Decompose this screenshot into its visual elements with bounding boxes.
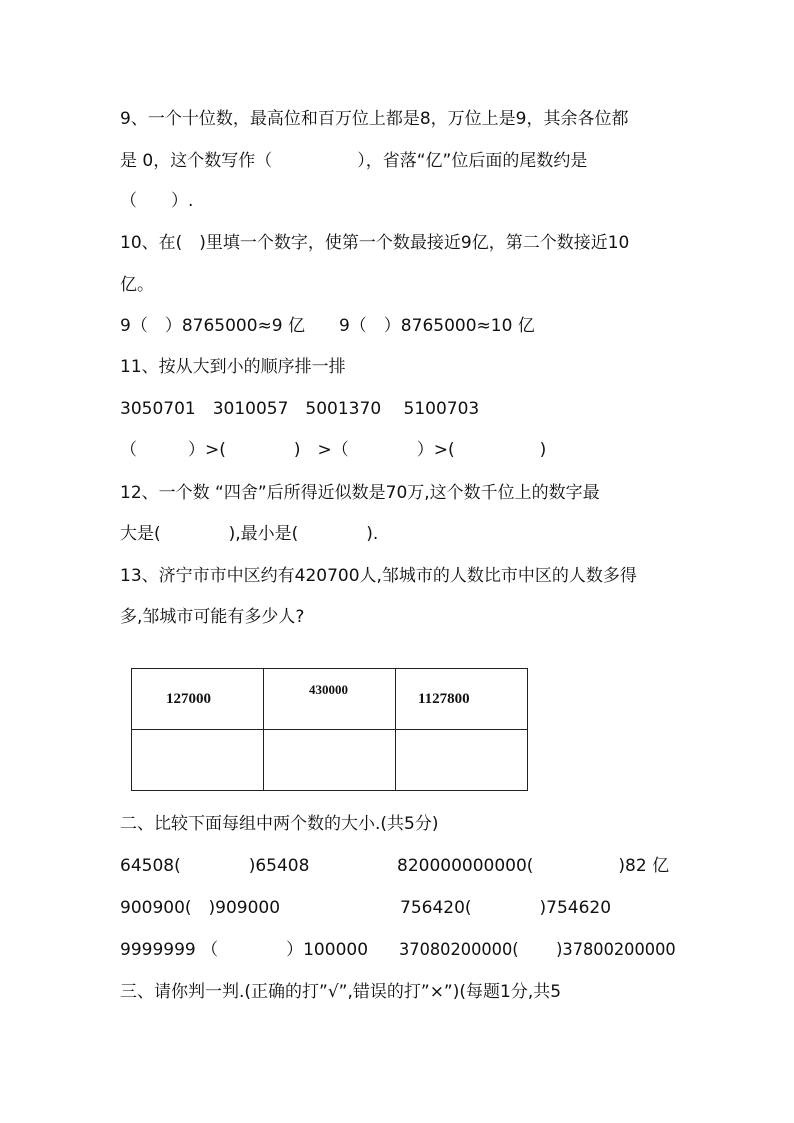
table-header-3: 1127800 bbox=[418, 690, 470, 707]
answer-table bbox=[131, 668, 528, 791]
q9-line1: 9、一个十位数，最高位和百万位上都是8，万位上是9，其余各位都 bbox=[120, 109, 629, 129]
table-cell bbox=[396, 669, 528, 730]
compare-row-1-left: 64508( )65408 bbox=[120, 856, 310, 876]
q10-line1: 10、在( )里填一个数字，使第一个数最接近9亿，第二个数接近10 bbox=[120, 233, 630, 253]
compare-row-3-right: 37080200000( )37800200000 bbox=[399, 940, 676, 960]
table-header-row bbox=[132, 669, 528, 730]
section-3-title: 三、请你判一判.(正确的打”√”,错误的打”×”)(每题1分,共5 bbox=[120, 982, 562, 1002]
q10-line2: 亿。 bbox=[120, 275, 154, 295]
q11-line3: （ ）>( ) >（ ）>( ) bbox=[120, 440, 547, 460]
table-row bbox=[132, 730, 528, 791]
q11-line2: 3050701 3010057 5001370 5100703 bbox=[120, 399, 480, 419]
table-cell bbox=[264, 669, 396, 730]
table-header-2: 430000 bbox=[309, 681, 348, 697]
q12-line1: 12、一个数 “四舍”后所得近似数是70万,这个数千位上的数字最 bbox=[120, 483, 600, 503]
compare-row-2-left: 900900( )909000 bbox=[120, 898, 281, 918]
compare-row-3-left: 9999999 （ ）100000 bbox=[120, 940, 369, 960]
table-answer-cell[interactable] bbox=[132, 730, 264, 791]
table-cell bbox=[132, 669, 264, 730]
q12-line2: 大是( ),最小是( ). bbox=[120, 524, 379, 544]
compare-row-1-right: 820000000000( )82 亿 bbox=[397, 856, 670, 876]
table-answer-cell[interactable] bbox=[264, 730, 396, 791]
compare-row-2-right: 756420( )754620 bbox=[400, 898, 612, 918]
q13-line1: 13、济宁市市中区约有420700人,邹城市的人数比市中区的人数多得 bbox=[120, 566, 637, 586]
q11-line1: 11、按从大到小的顺序排一排 bbox=[120, 357, 346, 377]
table-header-1: 127000 bbox=[166, 690, 211, 707]
q10-line3: 9（ ）8765000≈9 亿 9（ ）8765000≈10 亿 bbox=[120, 316, 535, 336]
section-2-title: 二、比较下面每组中两个数的大小.(共5分) bbox=[120, 814, 439, 834]
q9-line2: 是 0，这个数写作（ ），省落“亿”位后面的尾数约是 bbox=[120, 151, 588, 171]
q13-line2: 多,邹城市可能有多少人? bbox=[120, 607, 305, 627]
table-answer-cell[interactable] bbox=[396, 730, 528, 791]
q9-line3: （ ）. bbox=[120, 191, 194, 211]
